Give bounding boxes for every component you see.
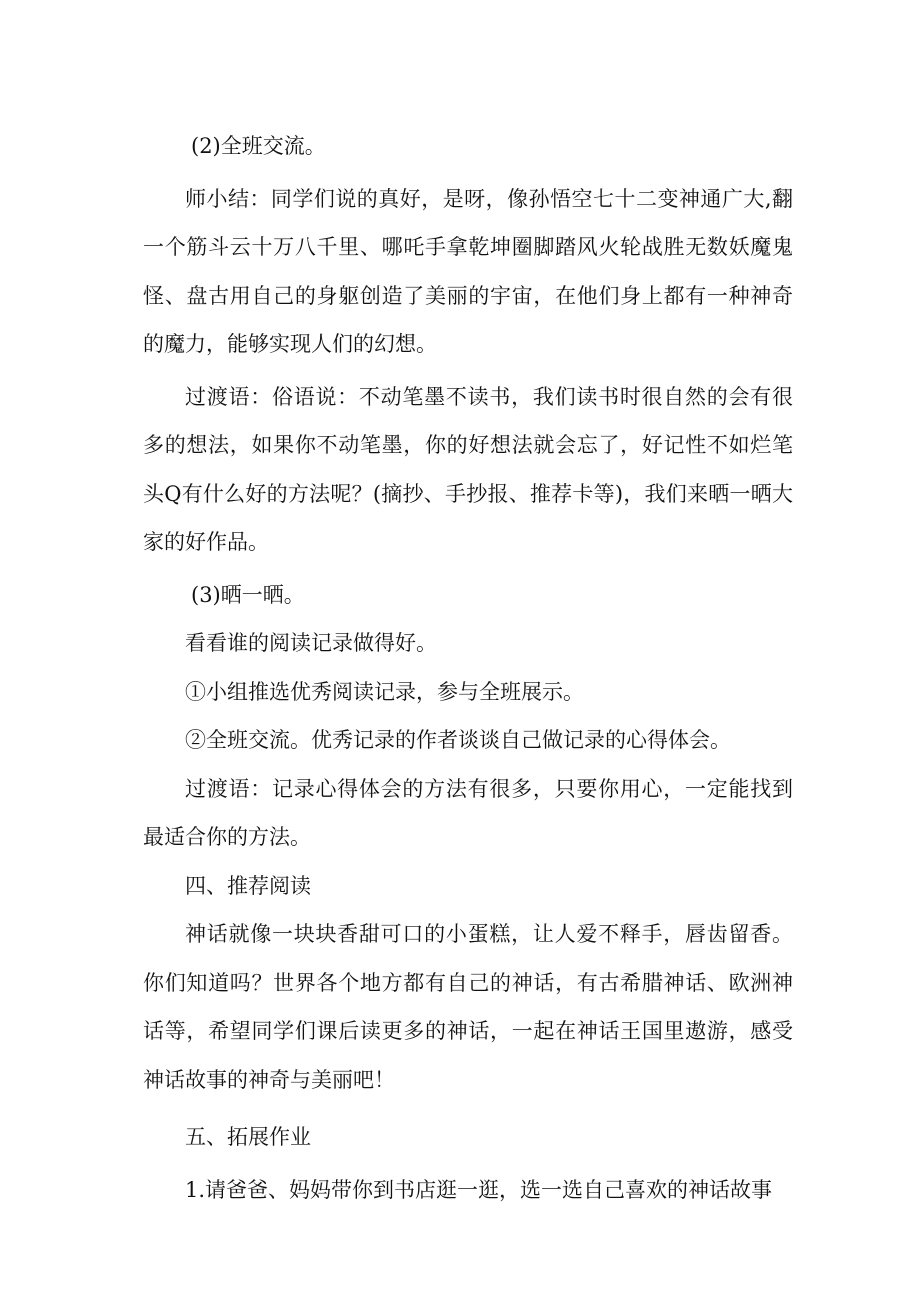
paragraph-class-discussion: (2)全班交流。 [191, 134, 326, 158]
paragraph-transition-2: 过渡语：记录心得体会的方法有很多，只要你用心，一定能找到最适合你的方法。 [143, 776, 793, 849]
document-body [143, 122, 793, 1214]
section-heading-extended-homework: 五、拓展作业 [185, 1125, 311, 1149]
section-heading-recommended-reading: 四、推荐阅读 [185, 873, 311, 898]
paragraph-homework-item-1: 1.请爸爸、妈妈带你到书店逛一逛，选一选自己喜欢的神话故事 [185, 1177, 773, 1202]
paragraph-show-works: (3)晒一晒。 [191, 582, 305, 607]
paragraph-teacher-summary: 师小结：同学们说的真好，是呀，像孙悟空七十二变神通广大,翻一个筋斗云十万八千里、哪吒手拿乾坤圈脚踏风火轮战胜无数妖魔鬼怪、盘古用自己的身躯创造了美丽的宇宙，在他们身上都有一种神奇的魔力，能够实现人们的幻想。 [143, 186, 793, 356]
paragraph-group-select: ①小组推选优秀阅读记录，参与全班展示。 [185, 679, 584, 704]
paragraph-transition-1: 过渡语：俗语说：不动笔墨不读书，我们读书时很自然的会有很多的想法，如果你不动笔墨，你的好想法就会忘了，好记性不如烂笔头Q有什么好的方法呢？(摘抄、手抄报、推荐卡等)，我们来晒一晒大家的好作品。 [143, 384, 793, 554]
paragraph-class-exchange: ②全班交流。优秀记录的作者谈谈自己做记录的心得体会。 [185, 728, 731, 752]
paragraph-see-records: 看看谁的阅读记录做得好。 [185, 631, 437, 655]
paragraph-myths-intro: 神话就像一块块香甜可口的小蛋糕，让人爱不释手，唇齿留香。你们知道吗？世界各个地方都有自己的神话，有古希腊神话、欧洲神话等，希望同学们课后读更多的神话，一起在神话王国里遨游，感受神话故事的神奇与美丽吧！ [143, 922, 793, 1092]
